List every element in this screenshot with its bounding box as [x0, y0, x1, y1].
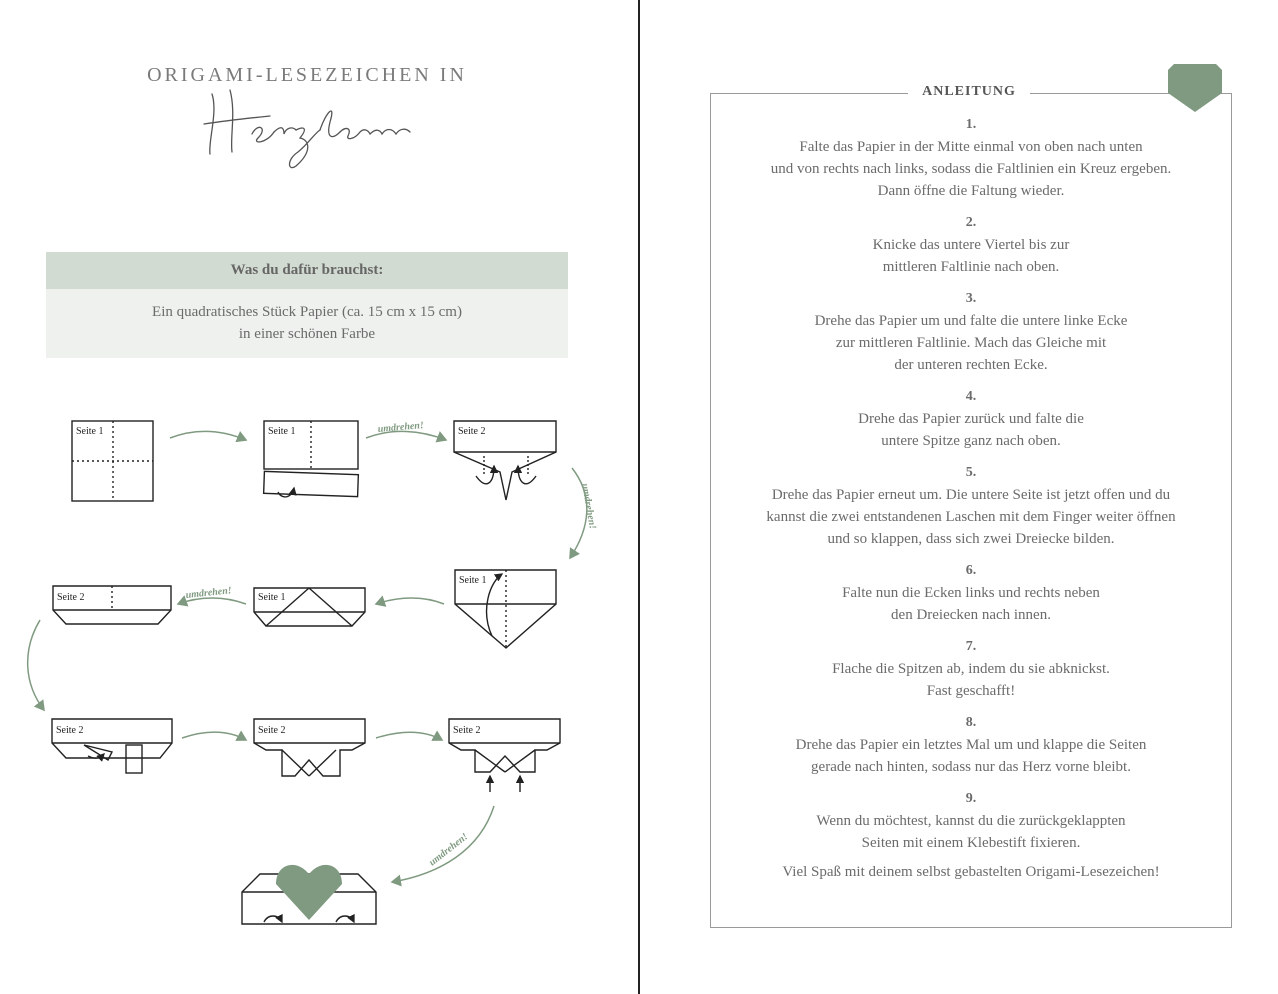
instruction-step	[712, 386, 1230, 452]
instruction-step	[712, 636, 1230, 702]
label-seite-2: Seite 2	[57, 592, 85, 603]
step-number: 2.	[965, 215, 977, 230]
instruction-step	[712, 212, 1230, 278]
step-text: Drehe das Papier um und falte die untere linke Ecke zur mittleren Faltlinie. Mach das Gleiche mit der unteren rechten Ecke.	[814, 313, 1128, 373]
instruction-step	[712, 560, 1230, 626]
label-seite-2: Seite 2	[453, 725, 481, 736]
step-number: 5.	[965, 465, 977, 480]
step-text: Drehe das Papier erneut um. Die untere Seite ist jetzt offen und du kannst die zwei entstandenen Laschen mit dem Finger weiter öffnen und so klappen, dass sich zwei Dreiecke bilden.	[766, 487, 1176, 547]
label-seite-1: Seite 1	[459, 575, 487, 586]
label-seite-2: Seite 2	[56, 725, 84, 736]
title-top: ORIGAMI-LESEZEICHEN IN	[147, 64, 467, 86]
materials-line-1: Ein quadratisches Stück Papier (ca. 15 cm x 15 cm)	[152, 304, 462, 320]
label-flip: umdrehen!	[185, 585, 233, 601]
step-text: Drehe das Papier ein letztes Mal um und klappe die Seiten gerade nach hinten, sodass nur das Herz vorne bleibt.	[795, 737, 1147, 775]
script-title-logo	[200, 82, 420, 172]
label-seite-2: Seite 2	[258, 725, 286, 736]
instructions-heading: ANLEITUNG	[922, 84, 1016, 99]
step-text: Flache die Spitzen ab, indem du sie abknickst. Fast geschafft!	[832, 661, 1110, 699]
step-number: 1.	[965, 117, 977, 132]
materials-box	[46, 252, 568, 358]
instruction-step	[712, 712, 1230, 778]
label-flip: umdrehen!	[377, 420, 425, 435]
instruction-step	[712, 788, 1230, 854]
step-number: 6.	[965, 563, 977, 578]
instruction-step	[712, 288, 1230, 376]
step-text: Knicke das untere Viertel bis zur mittleren Faltlinie nach oben.	[872, 237, 1070, 275]
step-number: 9.	[965, 791, 977, 806]
label-seite-1: Seite 1	[76, 426, 104, 437]
label-flip: umdrehen!	[579, 482, 598, 530]
instruction-step	[712, 462, 1230, 550]
label-seite-1: Seite 1	[268, 426, 296, 437]
step-text: Falte nun die Ecken links und rechts neben den Dreiecken nach innen.	[842, 585, 1100, 623]
final-heart-shape	[276, 865, 342, 920]
folding-diagrams	[0, 380, 638, 994]
label-seite-1: Seite 1	[258, 592, 286, 603]
step-number: 3.	[965, 291, 977, 306]
materials-line-2: in einer schönen Farbe	[238, 326, 376, 342]
materials-body	[46, 289, 568, 358]
materials-heading: Was du dafür brauchst:	[46, 252, 568, 289]
step-number: 4.	[965, 389, 977, 404]
step-number: 7.	[965, 639, 977, 654]
label-seite-2: Seite 2	[458, 426, 486, 437]
instruction-steps	[712, 114, 1230, 864]
closing-text: Viel Spaß mit deinem selbst gebastelten Origami-Lesezeichen!	[782, 864, 1160, 880]
step-text: Drehe das Papier zurück und falte die untere Spitze ganz nach oben.	[858, 411, 1084, 449]
instruction-step	[712, 114, 1230, 202]
step-text: Falte das Papier in der Mitte einmal von oben nach unten und von rechts nach links, sodass die Faltlinien ein Kreuz ergeben. Dann öffne die Faltung wieder.	[770, 139, 1172, 199]
heart-icon	[1160, 62, 1230, 118]
label-flip: umdrehen!	[427, 831, 471, 869]
step-number: 8.	[965, 715, 977, 730]
step-text: Wenn du möchtest, kannst du die zurückgeklappten Seiten mit einem Klebestift fixieren.	[816, 813, 1126, 851]
page-divider	[638, 0, 640, 994]
